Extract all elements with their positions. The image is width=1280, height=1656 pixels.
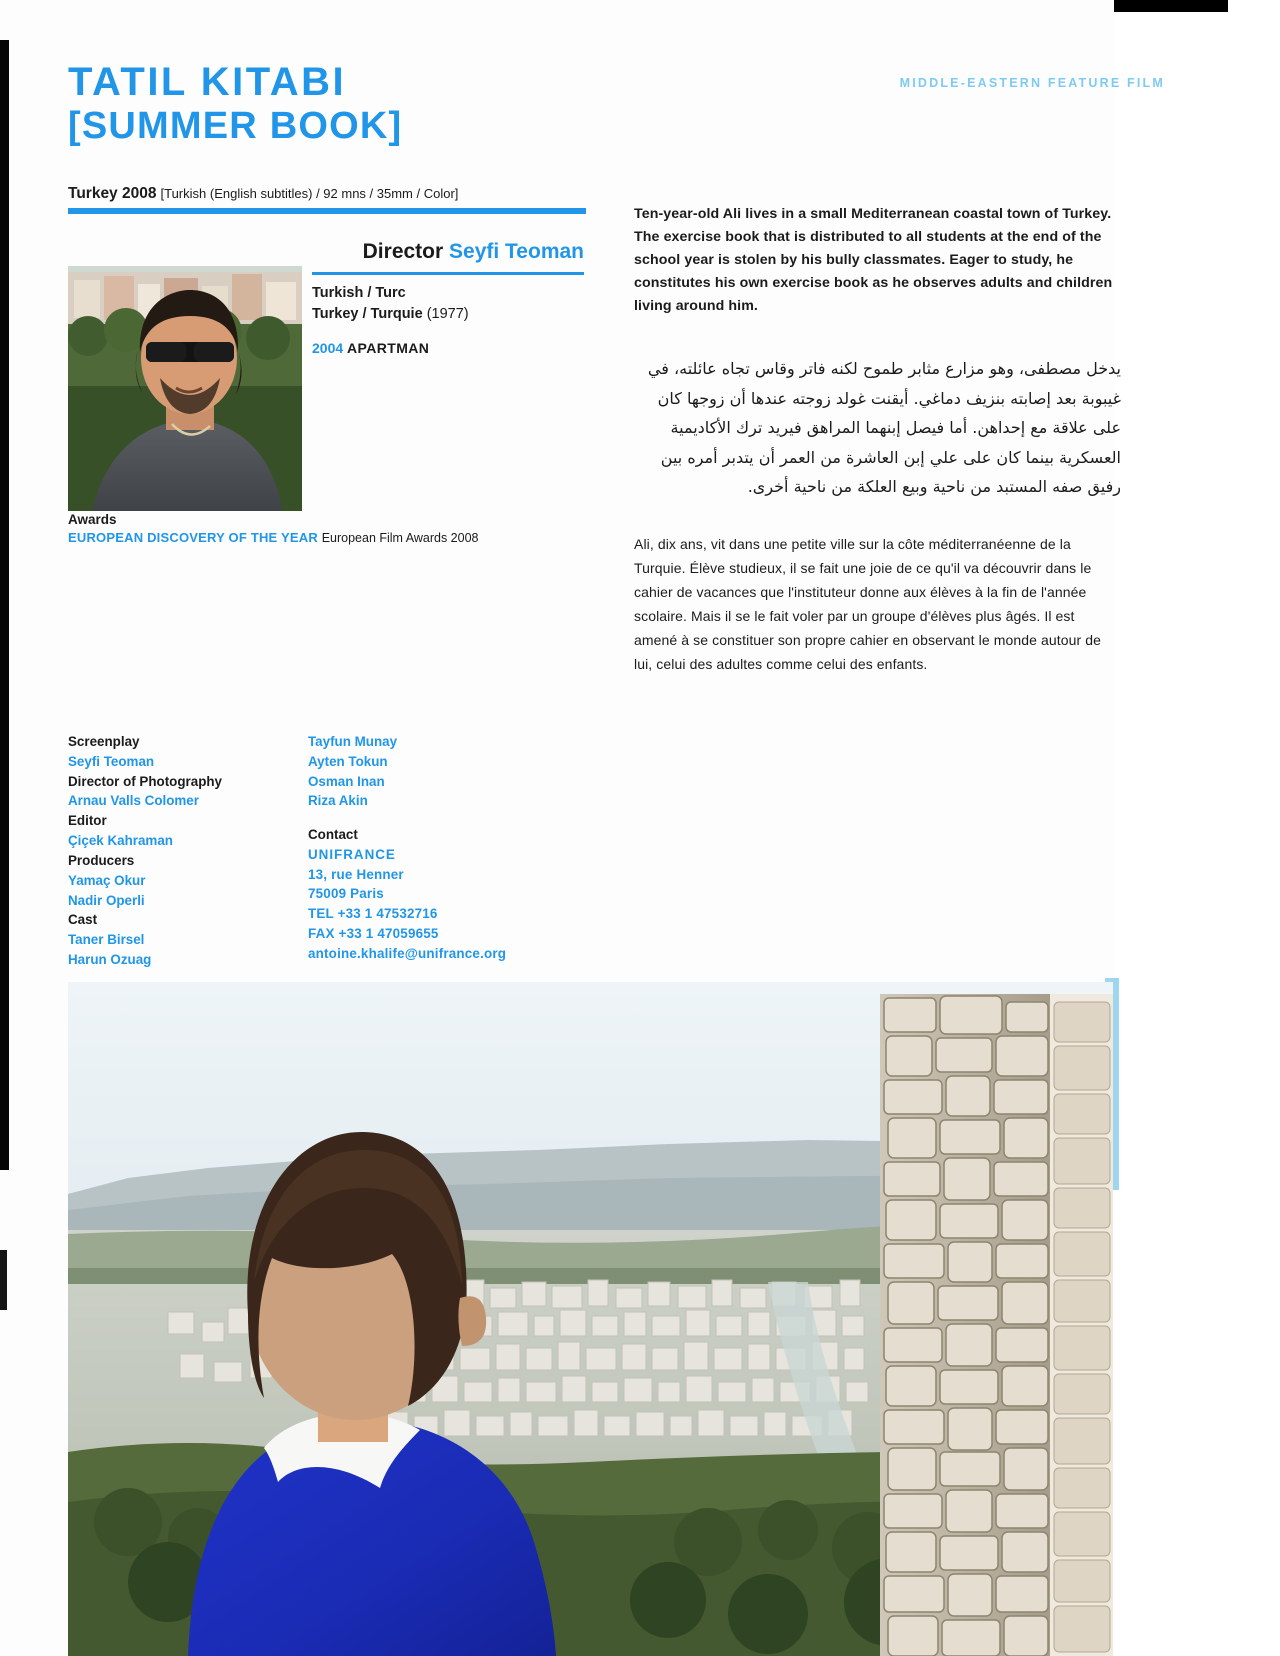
director-language xyxy=(312,283,469,304)
credit-name-dop-1: Arnau Valls Colomer xyxy=(68,793,199,809)
director-portrait-image xyxy=(68,266,302,511)
synopsis-french: Ali, dix ans, vit dans une petite ville sur la côte méditerranéenne de la Turquie. Élève studieux, il se fait une joie de ce qu'il va découvrir dans le cahier de vacances que l'instituteur donne aux élèves à la fin de l'année scolaire. Mais il se le fait voler par un groupe d'élèves plus âgés. Il est amené à se constituer son propre cahier en observant le monde autour de lui, celui des adultes comme celui des enfants. xyxy=(634,535,1102,673)
director-name: Seyfi Teoman xyxy=(449,240,584,263)
contact-address: 13, rue Henner xyxy=(308,866,404,882)
filmography-title: APARTMAN xyxy=(347,340,430,356)
credit-name-producer-1: Yamaç Okur xyxy=(68,872,146,888)
credit-name-cast-4: Ayten Tokun xyxy=(308,753,388,769)
director-nationality xyxy=(312,304,469,325)
credit-name-cast-6: Riza Akin xyxy=(308,793,368,809)
contact-organization: UNIFRANCE xyxy=(308,846,396,862)
film-title-translated: [SUMMER BOOK] xyxy=(68,104,403,147)
credits-column-left xyxy=(68,732,222,970)
synopsis-arabic: يدخل مصطفى، وهو مزارع مثابر طموح لكنه فاتر وقاس تجاه عائلته، في غيبوبة بعد إصابته بنزيف دماغي. أيقنت غولد زوجته عندها أن زوجها كان على علاقة مع إحداهن. أما فيصل إبنهما المراهق فيريد ترك الأكاديمية العسكرية بينما كان على علي إبن العاشرة من العمر أن يتدبر أمره بين رفيق صفه المستبد من ناحية وبيع العلكة من ناحية أخرى. xyxy=(647,359,1121,497)
credit-name-cast-1: Taner Birsel xyxy=(68,932,145,948)
credit-role-producers: Producers xyxy=(68,852,135,868)
credit-name-cast-2: Harun Ozuag xyxy=(68,952,152,968)
film-origin-line xyxy=(68,185,458,203)
director-birth-year: (1977) xyxy=(426,305,469,322)
contact-telephone: TEL +33 1 47532716 xyxy=(308,906,438,922)
award-festival: European Film Awards 2008 xyxy=(321,531,479,545)
director-label: Director xyxy=(362,240,444,263)
credit-role-cast: Cast xyxy=(68,912,98,928)
credit-role-editor: Editor xyxy=(68,813,107,829)
credit-role-screenplay: Screenplay xyxy=(68,734,140,749)
film-title-original: TATIL KITABI xyxy=(68,60,347,104)
film-category-label: MIDDLE-EASTERN FEATURE FILM xyxy=(899,76,1165,90)
director-filmography xyxy=(312,340,429,356)
scan-edge-left xyxy=(0,40,9,1170)
film-still xyxy=(68,982,1113,1656)
credits-column-cast-continued xyxy=(308,732,397,811)
director-heading xyxy=(312,240,584,264)
award-prize: EUROPEAN DISCOVERY OF THE YEAR xyxy=(68,530,318,545)
film-country-year: Turkey 2008 xyxy=(68,185,157,202)
page-title xyxy=(68,62,402,146)
director-meta xyxy=(312,283,469,324)
awards-label: Awards xyxy=(68,512,117,527)
filmography-year: 2004 xyxy=(312,340,344,356)
credit-name-producer-2: Nadir Operli xyxy=(68,892,145,908)
scan-margin-right xyxy=(1228,0,1280,1656)
contact-city: 75009 Paris xyxy=(308,886,384,902)
credit-role-dop: Director of Photography xyxy=(68,773,222,789)
film-specs: [Turkish (English subtitles) / 92 mns / 35mm / Color] xyxy=(160,186,459,201)
film-still-image xyxy=(68,982,1113,1656)
credit-name-cast-5: Osman Inan xyxy=(308,773,385,789)
contact-block xyxy=(308,825,506,964)
credit-name-cast-3: Tayfun Munay xyxy=(308,734,398,749)
director-language-text: Turkish / Turc xyxy=(312,285,406,301)
awards-block xyxy=(68,512,479,545)
director-portrait xyxy=(68,266,302,511)
credit-name-screenplay-1: Seyfi Teoman xyxy=(68,753,155,769)
contact-label: Contact xyxy=(308,827,358,842)
header-rule xyxy=(68,208,586,214)
director-rule xyxy=(312,272,584,275)
credit-name-editor-1: Çiçek Kahraman xyxy=(68,833,173,849)
contact-fax: FAX +33 1 47059655 xyxy=(308,926,439,942)
contact-email[interactable]: antoine.khalife@unifrance.org xyxy=(308,945,507,961)
synopsis-block xyxy=(634,203,1121,676)
synopsis-english: Ten-year-old Ali lives in a small Mediterranean coastal town of Turkey. The exercise book that is distributed to all students at the end of the school year is stolen by his bully classmates. Eager to study, he constitutes his own exercise book as he observes adults and children living around him. xyxy=(634,206,1113,314)
director-nationality-text: Turkey / Turquie xyxy=(312,305,423,322)
scan-edge-left-lower xyxy=(0,1250,7,1310)
